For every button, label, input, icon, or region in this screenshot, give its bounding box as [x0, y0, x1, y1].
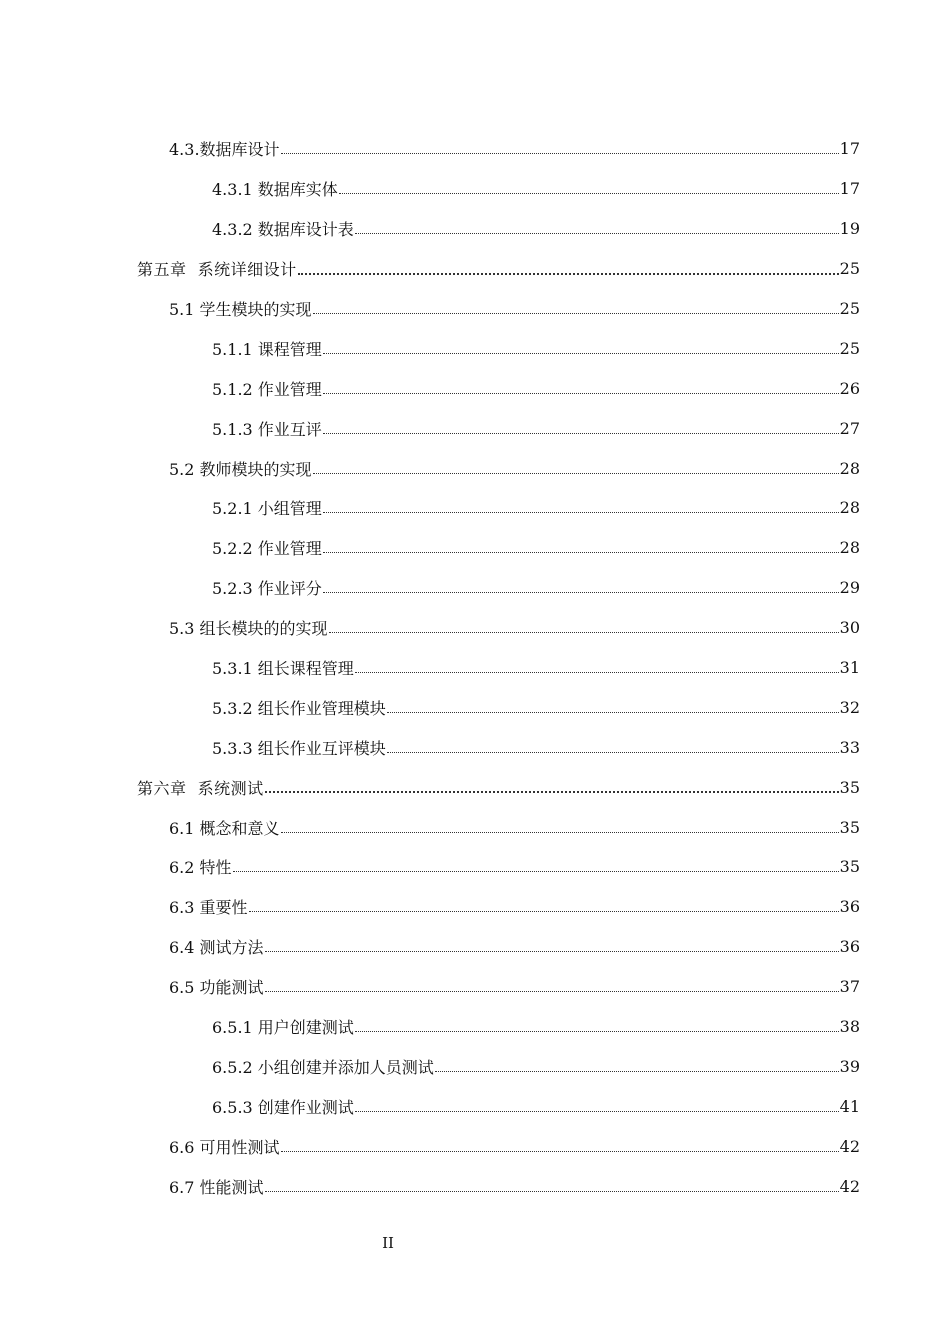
- dot-leader: [323, 592, 839, 593]
- toc-entry[interactable]: [0, 1126, 950, 1166]
- toc-entry[interactable]: [0, 568, 950, 608]
- toc-entry-page-number: 33: [839, 737, 860, 757]
- toc-entry-page-number: 30: [839, 618, 860, 638]
- toc-entry[interactable]: [0, 767, 950, 807]
- toc-entry[interactable]: [0, 727, 950, 767]
- toc-entry-label: 6.3 重要性: [169, 898, 248, 918]
- dot-leader: [281, 832, 839, 833]
- toc-entry-label: 5.2.1 小组管理: [212, 499, 322, 519]
- toc-entry-label: 6.5.3 创建作业测试: [212, 1097, 354, 1117]
- toc-entry[interactable]: [0, 1166, 950, 1206]
- toc-entry-page-number: 41: [839, 1096, 860, 1116]
- dot-leader: [323, 393, 839, 394]
- dot-leader: [387, 752, 839, 753]
- toc-entry[interactable]: [0, 887, 950, 927]
- toc-entry-label: 6.1 概念和意义: [169, 818, 280, 838]
- toc-entry-label: 第六章 系统测试: [137, 778, 264, 798]
- dot-leader: [435, 1071, 839, 1072]
- toc-entry-label: 5.3.3 组长作业互评模块: [212, 738, 386, 758]
- toc-entry-page-number: 35: [839, 777, 860, 797]
- dot-leader: [313, 313, 839, 314]
- toc-entry-label: 第五章 系统详细设计: [137, 260, 297, 280]
- toc-entry-label: 5.3 组长模块的的实现: [169, 619, 328, 639]
- toc-entry-label: 5.2 教师模块的实现: [169, 459, 312, 479]
- toc-entry[interactable]: [0, 847, 950, 887]
- toc-entry[interactable]: [0, 169, 950, 209]
- toc-entry-page-number: 37: [839, 977, 860, 997]
- dot-leader: [265, 1191, 839, 1192]
- toc-entry-page-number: 25: [839, 338, 860, 358]
- toc-entry-label: 5.1 学生模块的实现: [169, 300, 312, 319]
- toc-entry-page-number: 17: [839, 179, 860, 199]
- toc-entry-label: 5.1.2 作业管理: [212, 379, 322, 399]
- toc-entry-page-number: 35: [839, 857, 860, 877]
- dot-leader: [355, 1111, 839, 1112]
- dot-leader: [298, 273, 839, 275]
- dot-leader: [249, 911, 839, 912]
- toc-entry-page-number: 28: [839, 538, 860, 558]
- toc-entry-page-number: 26: [839, 378, 860, 398]
- dot-leader: [323, 552, 839, 553]
- toc-entry-page-number: 19: [839, 219, 860, 239]
- toc-entry-page-number: 42: [839, 1136, 860, 1156]
- table-of-contents: [0, 129, 950, 1206]
- dot-leader: [265, 791, 839, 793]
- toc-entry[interactable]: [0, 328, 950, 368]
- toc-entry[interactable]: [0, 448, 950, 488]
- toc-entry-label: 6.5.1 用户创建测试: [212, 1018, 354, 1038]
- toc-entry-label: 6.5 功能测试: [169, 978, 264, 998]
- toc-entry[interactable]: [0, 1046, 950, 1086]
- dot-leader: [323, 433, 839, 434]
- dot-leader: [323, 512, 839, 513]
- dot-leader: [329, 632, 839, 633]
- toc-entry[interactable]: [0, 967, 950, 1007]
- toc-entry-page-number: 35: [839, 817, 860, 837]
- toc-entry-page-number: 31: [839, 658, 860, 678]
- toc-entry-page-number: 25: [839, 299, 860, 318]
- toc-entry[interactable]: [0, 528, 950, 568]
- toc-entry[interactable]: [0, 608, 950, 648]
- toc-entry-label: 4.3.1 数据库实体: [212, 180, 338, 200]
- dot-leader: [281, 153, 839, 154]
- dot-leader: [355, 672, 839, 673]
- toc-entry[interactable]: [0, 687, 950, 727]
- toc-entry[interactable]: [0, 408, 950, 448]
- toc-entry[interactable]: [0, 807, 950, 847]
- toc-entry[interactable]: [0, 129, 950, 169]
- toc-entry-label: 4.3.数据库设计: [169, 140, 280, 160]
- toc-entry-page-number: 42: [839, 1176, 860, 1196]
- toc-entry[interactable]: [0, 368, 950, 408]
- toc-entry-label: 5.2.2 作业管理: [212, 539, 322, 559]
- toc-entry-page-number: 27: [839, 418, 860, 438]
- toc-entry-page-number: 17: [839, 139, 860, 159]
- toc-entry-label: 5.3.1 组长课程管理: [212, 659, 354, 679]
- toc-entry-label: 6.6 可用性测试: [169, 1137, 280, 1157]
- toc-entry-label: 5.3.2 组长作业管理模块: [212, 698, 386, 718]
- toc-entry-page-number: 29: [839, 578, 860, 598]
- dot-leader: [323, 353, 839, 354]
- toc-entry-label: 5.1.3 作业互评: [212, 419, 322, 439]
- dot-leader: [387, 712, 839, 713]
- toc-entry-page-number: 36: [839, 897, 860, 917]
- dot-leader: [265, 951, 839, 952]
- dot-leader: [313, 473, 839, 474]
- toc-entry[interactable]: [0, 289, 950, 329]
- toc-entry-label: 6.4 测试方法: [169, 938, 264, 958]
- toc-entry-label: 6.7 性能测试: [169, 1177, 264, 1197]
- dot-leader: [281, 1151, 839, 1152]
- toc-entry-label: 5.1.1 课程管理: [212, 339, 322, 359]
- toc-entry-label: 6.5.2 小组创建并添加人员测试: [212, 1057, 434, 1077]
- toc-entry[interactable]: [0, 1007, 950, 1047]
- toc-entry[interactable]: [0, 209, 950, 249]
- dot-leader: [339, 193, 839, 194]
- toc-entry-page-number: 39: [839, 1056, 860, 1076]
- toc-entry-label: 6.2 特性: [169, 858, 232, 878]
- toc-entry[interactable]: [0, 249, 950, 289]
- toc-entry-page-number: 36: [839, 937, 860, 957]
- dot-leader: [355, 233, 839, 234]
- toc-entry[interactable]: [0, 648, 950, 688]
- dot-leader: [355, 1031, 839, 1032]
- dot-leader: [265, 991, 839, 992]
- page-number: II: [382, 1234, 394, 1252]
- dot-leader: [233, 871, 839, 872]
- toc-entry[interactable]: [0, 927, 950, 967]
- toc-entry-page-number: 25: [839, 259, 860, 279]
- toc-entry[interactable]: [0, 1086, 950, 1126]
- toc-entry-label: 5.2.3 作业评分: [212, 579, 322, 599]
- toc-entry[interactable]: [0, 488, 950, 528]
- toc-entry-page-number: 28: [839, 498, 860, 518]
- toc-entry-page-number: 32: [839, 697, 860, 717]
- toc-entry-page-number: 28: [839, 458, 860, 478]
- toc-entry-label: 4.3.2 数据库设计表: [212, 220, 354, 240]
- toc-entry-page-number: 38: [839, 1017, 860, 1037]
